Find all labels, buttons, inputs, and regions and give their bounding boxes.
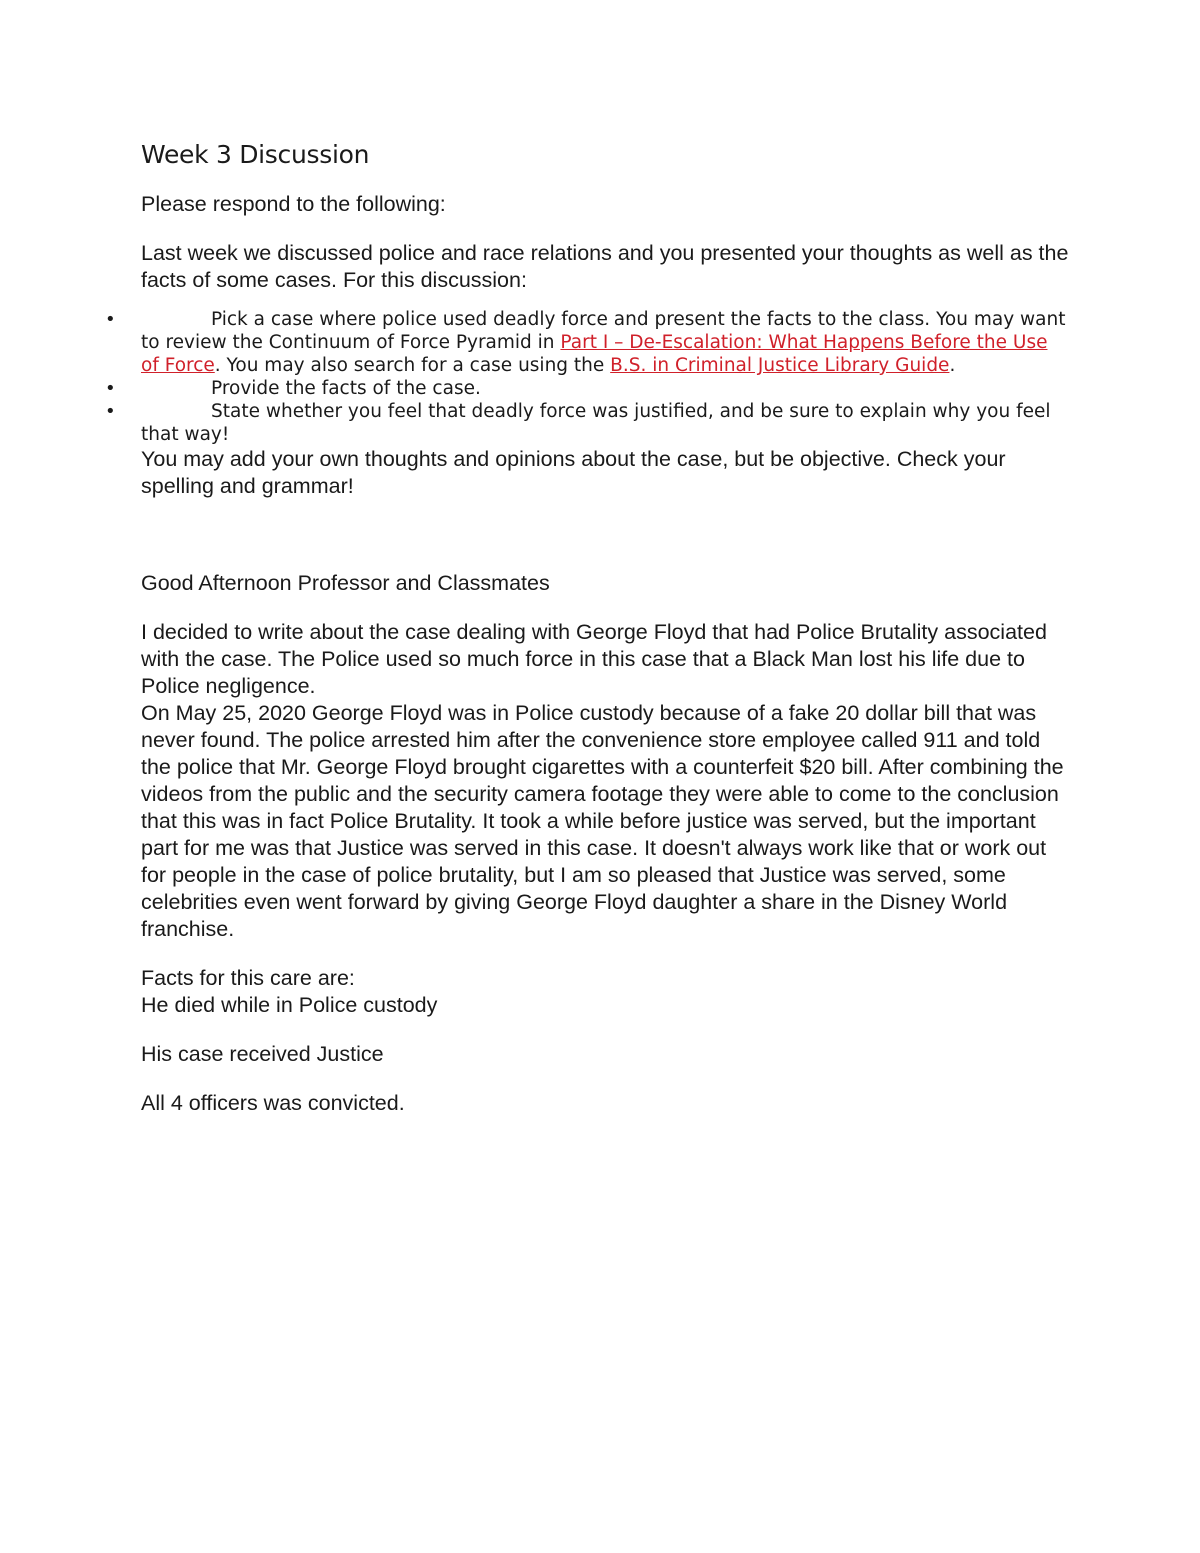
bullet-icon: •	[105, 378, 116, 399]
list-item	[105, 400, 1071, 446]
document-title: Week 3 Discussion	[141, 140, 370, 169]
bullet-text: .	[949, 355, 956, 376]
facts-heading: Facts for this care are:	[141, 966, 355, 990]
fact-item: All 4 officers was convicted.	[141, 1091, 405, 1115]
response-post	[141, 570, 1071, 1117]
prompt-intro: Please respond to the following:	[141, 192, 446, 216]
response-greeting: Good Afternoon Professor and Classmates	[141, 571, 550, 595]
bullet-icon: •	[105, 309, 116, 330]
prompt-closing: You may add your own thoughts and opinions about the case, but be objective. Check your spelling and grammar!	[141, 447, 1006, 498]
bullet-icon: •	[105, 401, 116, 422]
part-one-de-escalation-link[interactable]: Part I – De-Escalation: What Happens Before the Use of Force	[141, 332, 1048, 376]
response-paragraph-case: On May 25, 2020 George Floyd was in Police custody because of a fake 20 dollar bill that was never found. The police arrested him after the convenience store employee called 911 and told the police that Mr. George Floyd brought cigarettes with a counterfeit $20 bill. After combining the videos from the public and the security camera footage they were able to come to the conclusion that this was in fact Police Brutality. It took a while before justice was served, but the important part for me was that Justice was served in this case. It doesn't always work like that or work out for people in the case of police brutality, but I am so pleased that Justice was served, some celebrities even went forward by giving George Floyd daughter a share in the Disney World franchise.	[141, 701, 1064, 941]
response-paragraph-intro: I decided to write about the case dealing with George Floyd that had Police Brutality associated with the case. The Police used so much force in this case that a Black Man lost his life due to Police negligence.	[141, 620, 1047, 698]
list-item	[105, 308, 1071, 377]
library-guide-link[interactable]: B.S. in Criminal Justice Library Guide	[610, 355, 950, 376]
bullet-text: Pick a case where police used deadly force and present the facts to the class. You may want to review the Continuum of Force Pyramid in	[141, 309, 1066, 353]
bullet-text: . You may also search for a case using the	[214, 355, 611, 376]
fact-item: His case received Justice	[141, 1042, 384, 1066]
prompt-instructions-list	[105, 308, 1071, 446]
list-item	[105, 377, 1071, 400]
document-page	[105, 140, 1071, 1117]
bullet-text: Provide the facts of the case.	[211, 378, 481, 399]
fact-item: He died while in Police custody	[141, 993, 438, 1017]
prompt-context: Last week we discussed police and race relations and you presented your thoughts as well as the facts of some cases. For this discussion:	[141, 241, 1069, 292]
bullet-text: State whether you feel that deadly force was justified, and be sure to explain why you feel that way!	[141, 401, 1051, 445]
